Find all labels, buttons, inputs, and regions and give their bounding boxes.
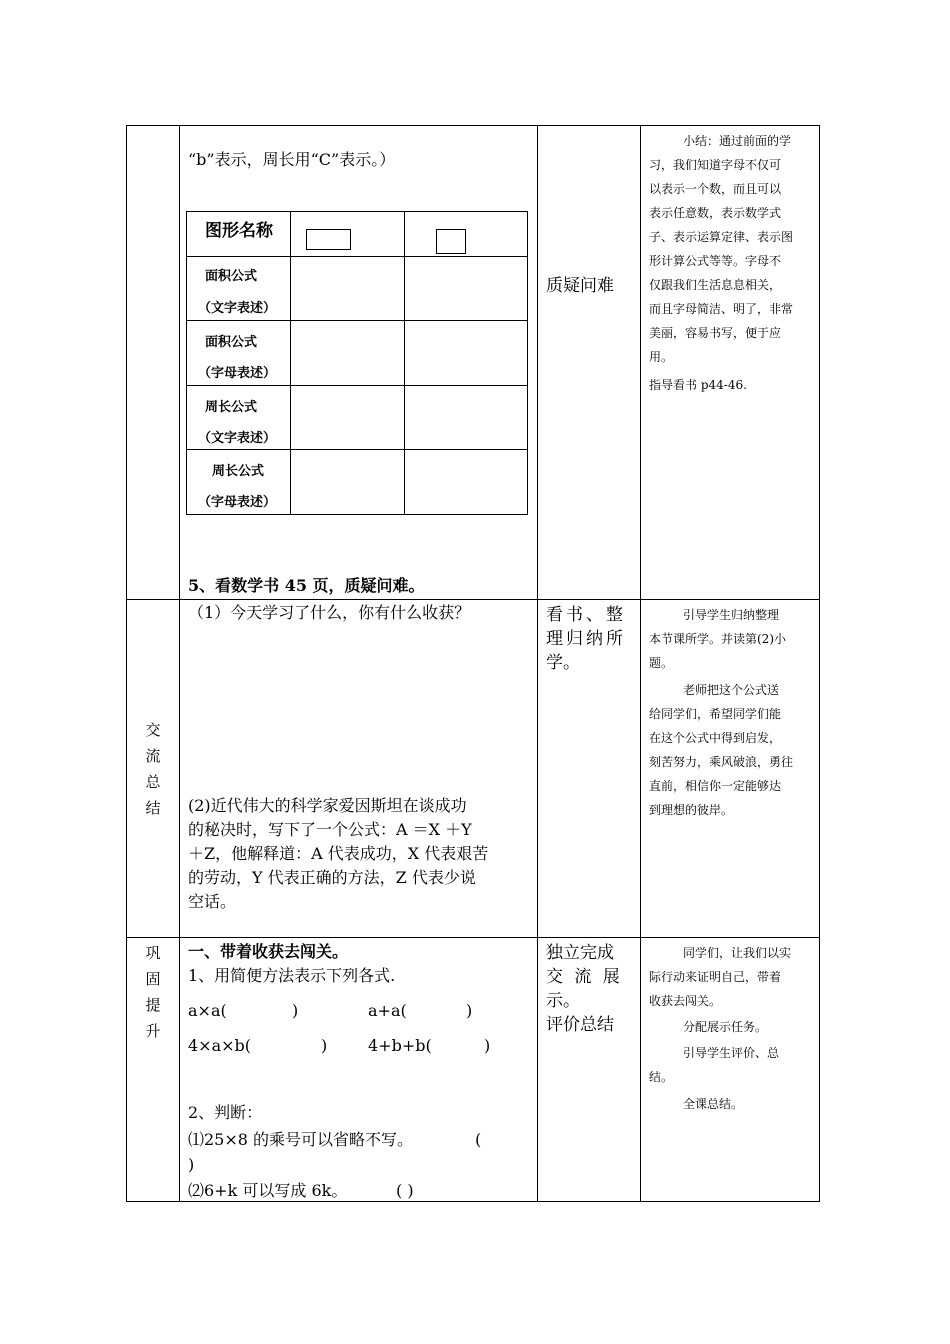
row1-teacher-line: 小结：通过前面的学: [683, 134, 792, 148]
formula-row-label: 周长公式: [205, 400, 258, 415]
row3-student-line: 独立完成: [546, 943, 614, 963]
judge-2-paren: ( ): [396, 1181, 414, 1200]
formula-row-label: 面积公式: [205, 335, 258, 350]
row2-section-label: 总: [145, 773, 161, 791]
judge-statement-1: ⑴25×8 的乘号可以省略不写。: [188, 1130, 414, 1149]
question-2-line: 的劳动，Y 代表正确的方法，Z 代表少说: [188, 868, 476, 887]
row1-teacher-line: 仅跟我们生活息息相关，: [649, 278, 782, 292]
formula-row-sublabel: （文字表述）: [198, 301, 277, 316]
row3-section-label: 提: [145, 996, 161, 1014]
expression-a-times-a: a×a(: [188, 1001, 227, 1020]
row2-section-label: 结: [145, 799, 161, 817]
row2-teacher-line: 给同学们，希望同学们能: [649, 707, 782, 721]
row1-teacher-line: 形计算公式等等。字母不: [649, 254, 782, 268]
square-shape: [436, 229, 466, 254]
row1-intro: “b”表示，周长用“C”表示。）: [188, 150, 396, 169]
formula-table-header: 图形名称: [205, 221, 273, 241]
table-border-left: [126, 125, 127, 1202]
expression-a-plus-a: a+a(: [368, 1001, 407, 1020]
row3-section-label: 升: [145, 1022, 161, 1040]
table-border-col2: [537, 125, 538, 1202]
table-border-col1: [179, 125, 180, 1202]
expression-4-a-b: 4×a×b(: [188, 1036, 252, 1055]
row3-student-line: 评价总结: [546, 1015, 614, 1035]
row2-teacher-line: 刻苦努力，乘风破浪，勇往: [649, 755, 794, 769]
row2-student-line: 学。: [546, 653, 580, 673]
table-border-top: [126, 125, 820, 126]
row3-teacher-line: 收获去闯关。: [649, 994, 722, 1008]
task-5: 5、看数学书 45 页，质疑问难。: [188, 576, 425, 595]
row2-teacher-line: 老师把这个公式送: [683, 683, 780, 697]
row1-teacher-line: 用。: [649, 350, 674, 364]
row2-teacher-line: 本节课所学。并读第(2)小: [649, 632, 786, 646]
row1-teacher-line: 习，我们知道字母不仅可: [649, 158, 782, 172]
row1-teacher-line: 指导看书 p44-46.: [649, 378, 747, 392]
question-1: （1）今天学习了什么，你有什么收获？: [188, 603, 471, 622]
row2-student-line: 理归纳所: [546, 629, 626, 649]
row2-teacher-line: 题。: [649, 656, 674, 670]
row3-section-label: 巩: [145, 944, 161, 962]
row1-teacher-line: 以表示一个数，而且可以: [649, 182, 782, 196]
expression-close-paren: ): [292, 1001, 299, 1020]
row3-student-line: 示。: [546, 991, 580, 1011]
row2-section-label: 交: [145, 721, 161, 739]
row1-teacher-line: 而且字母简洁、明了，非常: [649, 302, 794, 316]
expression-4-b-b: 4+b+b(: [368, 1036, 432, 1055]
row3-teacher-line: 结。: [649, 1070, 674, 1084]
formula-row-sublabel: （字母表述）: [198, 366, 277, 381]
challenge-heading: 一、带着收获去闯关。: [188, 942, 349, 961]
row3-teacher-line: 引导学生评价、总: [683, 1046, 780, 1060]
row2-section-label: 流: [145, 747, 161, 765]
expression-close-paren: ): [466, 1001, 473, 1020]
row2-teacher-line: 到理想的彼岸。: [649, 803, 734, 817]
challenge-item-2: 2、判断：: [188, 1103, 263, 1122]
question-2-line: 的秘决时，写下了一个公式：A ＝X ＋Y: [188, 820, 472, 839]
judge-1-close-paren: ): [188, 1155, 195, 1174]
formula-row-sublabel: （字母表述）: [198, 495, 277, 510]
table-border-right: [819, 125, 820, 1202]
row3-section-label: 固: [145, 970, 161, 988]
row-divider-2: [126, 937, 820, 938]
formula-row-sublabel: （文字表述）: [198, 431, 277, 446]
judge-1-open-paren: (: [475, 1130, 482, 1149]
row1-student-activity: 质疑问难: [546, 276, 614, 296]
row1-teacher-line: 表示任意数，表示数学式: [649, 206, 782, 220]
rectangle-shape: [306, 229, 351, 250]
row1-teacher-line: 子、表示运算定律、表示图: [649, 230, 794, 244]
question-2-line: (2)近代伟大的科学家爱因斯坦在谈成功: [188, 796, 467, 815]
question-2-line: ＋Z，他解释道：A 代表成功，X 代表艰苦: [188, 844, 489, 863]
row3-teacher-line: 际行动来证明自己，带着: [649, 970, 782, 984]
expression-close-paren: ): [321, 1036, 328, 1055]
question-2-line: 空话。: [188, 892, 237, 911]
formula-row-label: 面积公式: [205, 269, 258, 284]
table-border-col3: [640, 125, 641, 1202]
row3-student-line: 交 流 展: [546, 967, 620, 987]
expression-close-paren: ): [484, 1036, 491, 1055]
row2-student-line: 看书、整: [546, 605, 626, 625]
row2-teacher-line: 直前，相信你一定能够达: [649, 779, 782, 793]
challenge-item-1: 1、用简便方法表示下列各式.: [188, 966, 396, 985]
row3-teacher-line: 同学们，让我们以实: [683, 946, 792, 960]
formula-row-label: 周长公式: [212, 464, 265, 479]
row1-teacher-line: 美丽，容易书写，便于应: [649, 326, 782, 340]
judge-statement-2: ⑵6+k 可以写成 6k。: [188, 1181, 348, 1200]
row3-teacher-line: 全课总结。: [683, 1097, 744, 1111]
row3-teacher-line: 分配展示任务。: [683, 1020, 768, 1034]
row2-teacher-line: 引导学生归纳整理: [683, 608, 780, 622]
row-divider-1: [126, 599, 820, 600]
row2-teacher-line: 在这个公式中得到启发，: [649, 731, 782, 745]
